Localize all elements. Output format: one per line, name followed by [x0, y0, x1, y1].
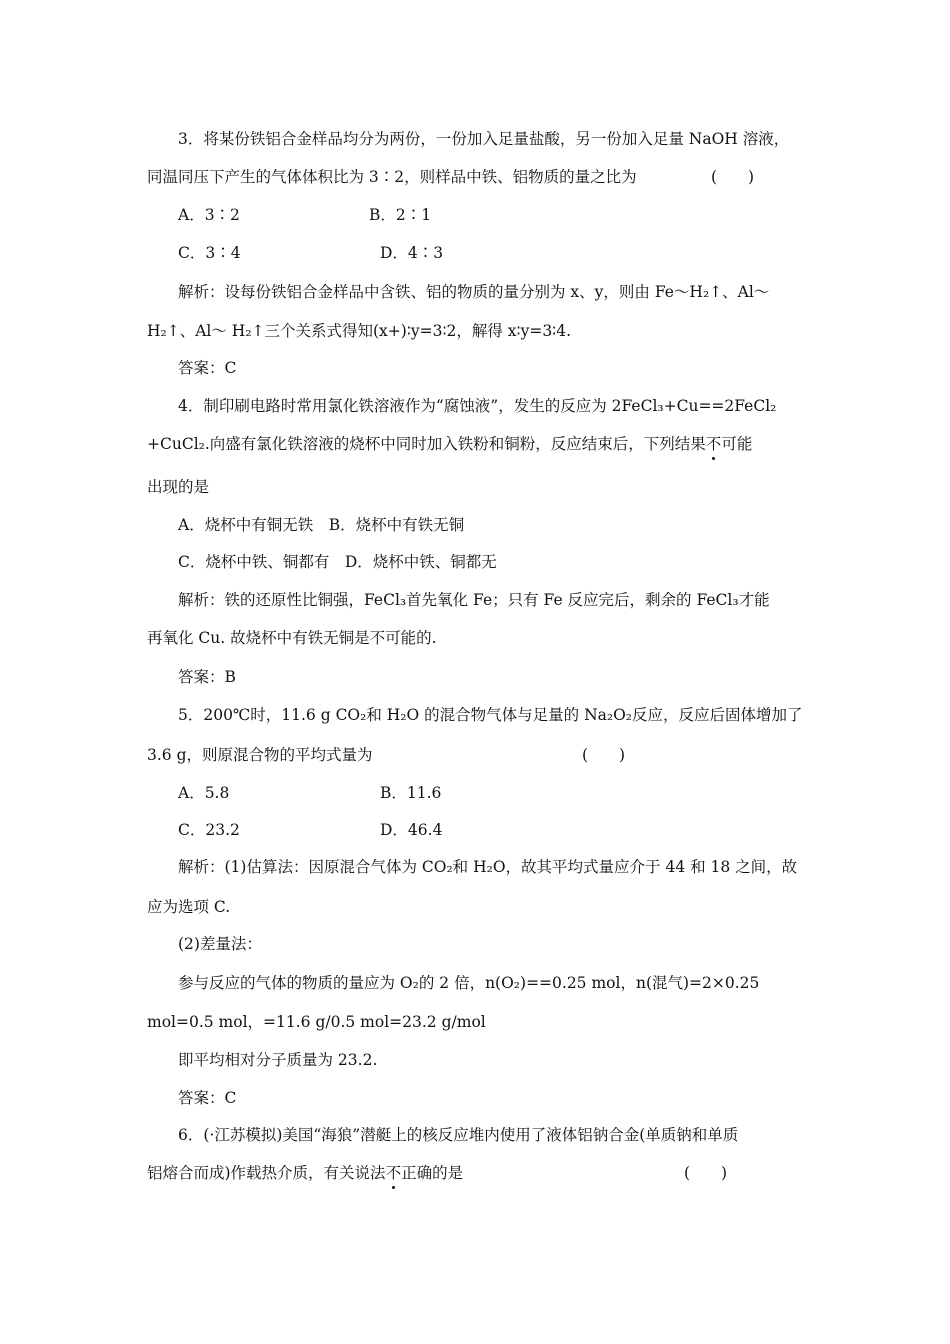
q3-option-c: C．3∶4	[178, 244, 241, 262]
q5-analysis-line2: 应为选项 C.	[147, 898, 231, 916]
q6-answer-blank: ( )	[684, 1164, 728, 1182]
q6-stem-line2	[147, 1163, 463, 1183]
q5-option-c: C．23.2	[178, 821, 240, 839]
q4-stem-line2-end: 可能	[721, 435, 753, 453]
q6-emphasis-mark: 不	[385, 1164, 402, 1182]
q5-option-a: A．5.8	[178, 784, 230, 802]
q6-stem-line1: 6．(·江苏模拟)美国“海狼”潜艇上的核反应堆内使用了液体铝钠合金(单质钠和单质	[178, 1126, 739, 1144]
q4-analysis-line2: 再氧化 Cu. 故烧杯中有铁无铜是不可能的.	[147, 629, 437, 647]
q5-option-b: B．11.6	[380, 784, 442, 802]
q3-option-a: A．3∶2	[178, 206, 240, 224]
q4-stem-line1: 4．制印刷电路时常用氯化铁溶液作为“腐蚀液”，发生的反应为 2FeCl₃+Cu==2FeCl₂	[178, 397, 777, 415]
q5-stem-line1: 5．200℃时，11.6 g CO₂和 H₂O 的混合物气体与足量的 Na₂O₂反应，反应后固体增加了	[178, 706, 803, 724]
q5-option-d: D．46.4	[380, 821, 443, 839]
q5-method2-line2: mol=0.5 mol，=11.6 g/0.5 mol=23.2 g/mol	[147, 1013, 486, 1031]
q5-method2-line3: 即平均相对分子质量为 23.2.	[178, 1051, 378, 1069]
q3-analysis-line1: 解析：设每份铁铝合金样品中含铁、铝的物质的量分别为 x、y，则由 Fe～H₂↑、Al～	[178, 283, 770, 301]
q4-analysis-line1: 解析：铁的还原性比铜强，FeCl₃首先氧化 Fe；只有 Fe 反应完后，剩余的 FeCl₃才能	[178, 591, 770, 609]
q4-stem-line3: 出现的是	[147, 478, 210, 496]
q4-answer: 答案：B	[178, 668, 236, 686]
q4-options-cd: C．烧杯中铁、铜都有 D．烧杯中铁、铜都无	[178, 553, 497, 571]
q5-answer-blank: ( )	[582, 746, 626, 764]
q3-stem-line1: 3．将某份铁铝合金样品均分为两份，一份加入足量盐酸，另一份加入足量 NaOH 溶液，	[178, 130, 790, 148]
q5-method2-heading: (2)差量法：	[178, 935, 262, 953]
q3-answer: 答案：C	[178, 359, 237, 377]
q3-option-b: B．2∶1	[369, 206, 432, 224]
q3-option-d: D．4∶3	[380, 244, 444, 262]
q5-answer: 答案：C	[178, 1089, 237, 1107]
q4-stem-line2-text: +CuCl₂.向盛有氯化铁溶液的烧杯中同时加入铁粉和铜粉，反应结束后，下列结果	[147, 435, 706, 453]
q5-method2-line1: 参与反应的气体的物质的量应为 O₂的 2 倍，n(O₂)==0.25 mol，n(混气)=2×0.25	[178, 974, 760, 992]
q4-options-ab: A．烧杯中有铜无铁 B．烧杯中有铁无铜	[178, 516, 465, 534]
q3-analysis-line2: H₂↑、Al～ H₂↑三个关系式得知(x+)∶y=3∶2，解得 x∶y=3∶4.	[147, 322, 572, 340]
q3-answer-blank: ( )	[711, 168, 755, 186]
q6-stem-line2-text: 铝熔合而成)作载热介质，有关说法	[147, 1164, 386, 1182]
q5-stem-line2: 3.6 g，则原混合物的平均式量为	[147, 746, 373, 764]
q4-stem-line2	[147, 434, 752, 454]
q6-stem-line2-end: 正确的是	[401, 1164, 464, 1182]
q3-stem-line2: 同温同压下产生的气体体积比为 3∶2，则样品中铁、铝物质的量之比为	[147, 168, 637, 186]
q5-analysis-line1: 解析：(1)估算法：因原混合气体为 CO₂和 H₂O，故其平均式量应介于 44 和 18 之间，故	[178, 858, 798, 876]
q4-emphasis-mark: 不	[705, 435, 722, 453]
